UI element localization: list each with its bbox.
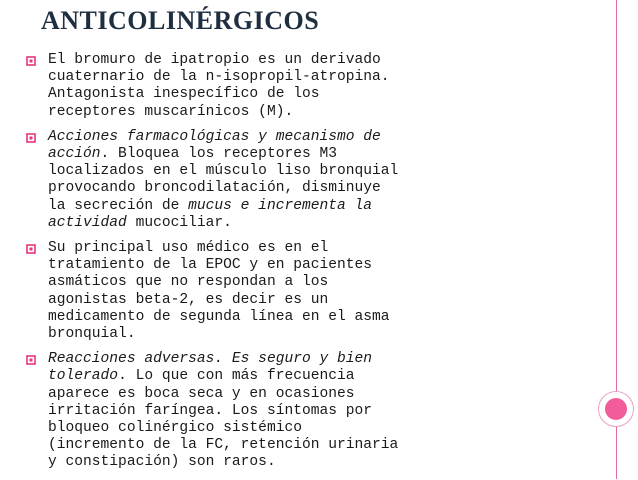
hollow-square-bullet-icon [26,355,36,365]
bullet-list [26,52,406,480]
hollow-square-bullet-icon [26,244,36,254]
bullet-text [48,129,406,232]
pink-circle-icon [605,398,627,420]
decorative-circle [598,391,634,427]
bullet-1-text: El bromuro de ipatropio es un derivado cuaternario de la n-isopropil-atropina. Antagonista inespecífico de los receptores muscarínicos (M). [48,52,390,120]
bullet-item-1 [26,52,406,121]
bullet-text [48,52,406,121]
bullet-3-text: Su principal uso médico es en el tratamiento de la EPOC y en pacientes asmáticos que no respondan a los agonistas beta-2, es decir es un medicamento de segunda línea en el asma bronquial. [48,240,390,343]
bullet-2-italic-heading: Acciones farmacológicas y mecanismo de acción [48,128,381,163]
bullet-item-2 [26,129,406,232]
bullet-2-italic-phrase: mucus e incrementa la actividad [48,197,373,231]
slide-title: ANTICOLINÉRGICOS [41,6,320,35]
bullet-4-text: . Lo que con más frecuencia aparece es boca seca y en ocasiones irritación faríngea. Los síntomas por bloqueo colinérgico sistémico (incremento de la FC, retención urinaria y constipación) son raros. [48,368,399,471]
bullet-item-3 [26,240,406,343]
hollow-square-bullet-icon [26,56,36,66]
bullet-text [48,351,406,471]
bullet-text [48,240,406,343]
bullet-item-4 [26,351,406,471]
bullet-4-italic-heading: Reacciones adversas. Es seguro y bien tolerado [48,351,373,385]
bullet-2-text-end: mucociliar. [126,214,232,231]
hollow-square-bullet-icon [26,133,36,143]
bullet-2-text: . Bloquea los receptores M3 localizados en el músculo liso bronquial provocando broncodilatación, disminuye la secreción de [48,146,399,214]
